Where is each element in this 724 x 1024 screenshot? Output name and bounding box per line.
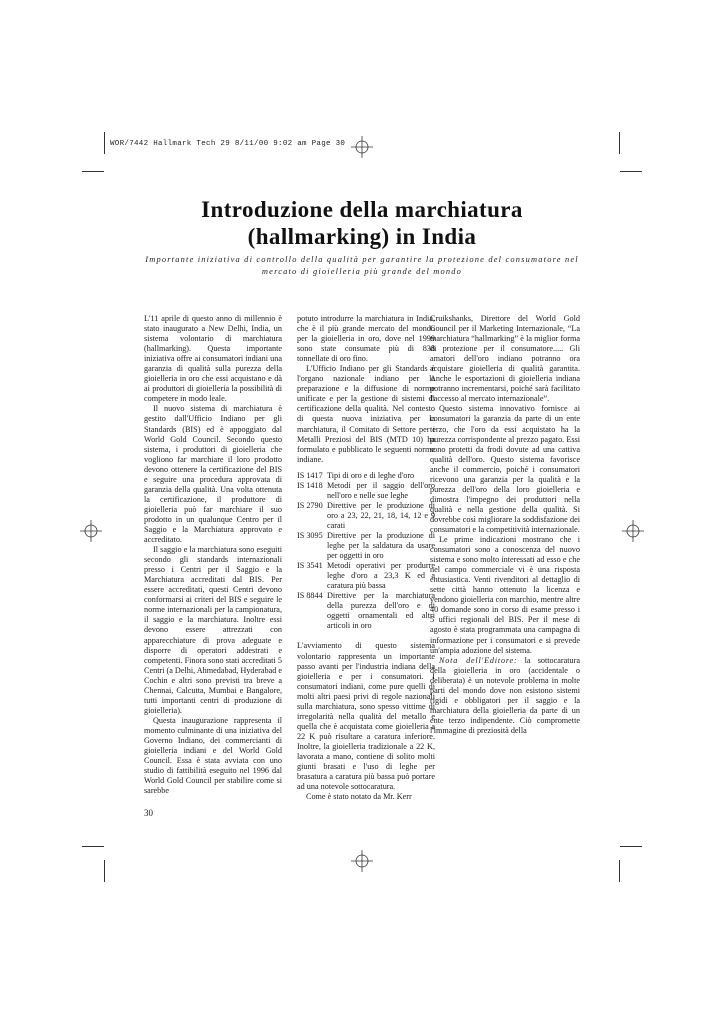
- registration-mark-left: [80, 520, 102, 542]
- crop-mark: [619, 132, 620, 154]
- paragraph: Le prime indicazioni mostrano che i consumatori sono a conoscenza del nuovo sistema e sono molto interessati ad esso e che nel campo commerciale vi è una risposta entusiastica. Venti rivenditori al dettaglio di sette città hanno ottenuto la licenza e vendono gioielleria con marchio, mentre altre 40 domande sono in corso di esame presso i 5 uffici regionali del BIS. Per il mese di agosto è stata programmata una campagna di informazione per i consumatori e si prevede un'ampia adozione del sistema.: [430, 535, 580, 655]
- registration-mark-bottom: [351, 850, 373, 872]
- paragraph: Questa inaugurazione rappresenta il momento culminante di una iniziativa del Governo Indiano, dei commercianti di gioielleria indiani e del World Gold Council. Essa è stata avviata con uno studio di fattibilità eseguito nel 1996 dal World Gold Council per stabilire come si sarebbe: [144, 715, 282, 796]
- editor-note-label: Nota dell'Editore:: [439, 655, 518, 665]
- print-slug: WOR/7442 Hallmark Tech 29 8/11/00 9:02 am Page 30: [110, 140, 346, 148]
- crop-mark: [104, 860, 105, 882]
- standards-list: [297, 471, 435, 632]
- list-item: [297, 471, 435, 481]
- editor-note: [430, 656, 580, 736]
- title-line-2: (hallmarking) in India: [247, 224, 477, 249]
- paragraph: Il nuovo sistema di marchiatura è gestito dall'Ufficio Indiano per gli Standards (BIS) ed è appoggiato dal World Gold Council. Secondo questo sistema, i produttori di gioielleria che vogliono far marchiare il loro prodotto devono ottenere la certificazione del BIS e seguire una procedura approvata di garanzia della qualità. Una volta ottenuta la certificazione, il produttore di gioielleria può far marchiare il suo prodotto in un qualunque Centro per il Saggio e la Marchiatura approvato e accreditato.: [144, 404, 282, 545]
- editor-note-text: la sottocaratura della gioielleria in oro (accidentale o deliberata) è un notevole problema in molte parti del mondo dove non esistono sistemi rigidi e obbligatori per il saggio e la marchiatura della gioielleria da parte di un ente terzo indipendente. Ciò compromette l'immagine di preziosità della: [430, 655, 580, 735]
- page-number: 30: [144, 808, 153, 818]
- standard-description: Metodi per il saggio dell'oro nell'oro e nelle sue leghe: [327, 480, 435, 500]
- standard-code: IS 1417: [297, 470, 323, 480]
- standard-description: Direttive per la produzione di leghe per la saldatura da usare per oggetti in oro: [327, 530, 435, 561]
- paragraph: Come è stato notato da Mr. Kerr: [306, 792, 412, 802]
- crop-mark: [82, 171, 104, 172]
- title-line-1: Introduzione della marchiatura: [201, 197, 523, 222]
- standard-description: Tipi di oro e di leghe d'oro: [327, 470, 415, 480]
- paragraph: potuto introdurre la marchiatura in India, che è il più grande mercato del mondo per la gioielleria in oro, dove nel 1999 sono state consumate più di 838 tonnellate di oro fino.: [297, 314, 435, 364]
- paragraph: L'Ufficio Indiano per gli Standards è l'organo nazionale indiano per la preparazione e la diffusione di norme unificate e per la gestione di sistemi di certificazione della qualità. Nel contesto di questa nuova iniziativa per la marchiatura, il Comitato di Settore per i Metalli Preziosi del BIS (MTD 10) ha formulato e pubblicato le seguenti norme indiane.: [297, 364, 435, 464]
- article-subtitle: Importante iniziativa di controllo della qualità per garantire la protezione del consumatore nel mercato di gioielleria più grande del mondo: [145, 255, 579, 276]
- standard-description: Direttive per le produzione di oro a 23, 22, 21, 18, 14, 12 e 9 carati: [327, 500, 435, 530]
- crop-mark: [620, 171, 642, 172]
- list-item: [297, 561, 435, 591]
- article-title: [100, 196, 624, 250]
- standard-code: IS 3541: [297, 561, 323, 571]
- standard-code: IS 2790: [297, 500, 323, 510]
- crop-mark: [82, 846, 104, 847]
- list-item: [297, 501, 435, 531]
- crop-mark: [104, 132, 105, 154]
- standard-code: IS 1418: [297, 480, 323, 490]
- standard-code: IS 8844: [297, 591, 323, 601]
- crop-mark: [619, 860, 620, 882]
- paragraph: Cruikshanks, Direttore del World Gold Council per il Marketing Internazionale, “La marchiatura “hallmarking” è la miglior forma di protezione per il consumatore..... Gli amatori dell'oro indiano potranno ora acquistare gioielleria di qualità garantita. Anche le esportazioni di gioielleria indiana potranno incrementarsi, poiché sarà facilitato l'accesso al mercato internazionale”.: [430, 314, 580, 404]
- paragraph: Questo sistema innovativo fornisce ai consumatori la garanzia da parte di un ente terzo, che l'oro da essi acquistato ha la purezza corrispondente al prezzo pagato. Essi sono protetti da frodi dovute ad una cattiva qualità dell'oro. Questo sistema favorisce anche il commercio, poiché i consumatori ricevono una garanzia per la qualità e la purezza dell'oro della loro gioielleria e dimostra l'impegno dei produttori nella qualità e nella gestione della qualità. Si dovrebbe così migliorare la soddisfazione dei consumatori e la competitività internazionale.: [430, 404, 580, 534]
- paragraph: L'avviamento di questo sistema volontario rappresenta un importante passo avanti per l'industria indiana della gioielleria e per i consumatori. I consumatori indiani, come pure quelli di molti altri paesi privi di regole nazionali sulla marchiatura, sono spesso vittime di irregolarità nella qualità del metallo e quella che è acquistata come gioielleria a 22 K può risultare a caratura inferiore. Inoltre, la gioielleria tradizionale a 22 K, lavorata a mano, contiene di solito molti giunti brasati e l'uso di leghe per brasatura a caratura più bassa può portare ad una notevole sottocaratura.: [297, 641, 435, 792]
- list-item: [297, 531, 435, 561]
- list-item: [297, 591, 435, 631]
- standard-description: Direttive per la marchiatura della purezza dell'oro e di oggetti ornamentali ed altri articoli in oro: [327, 591, 435, 631]
- list-item: [297, 481, 435, 501]
- crop-mark: [620, 846, 642, 847]
- paragraph: Il saggio e la marchiatura sono eseguiti secondo gli standards internazionali presso i Centri per il Saggio e la Marchiatura accreditati dal BIS. Per essere accreditati, questi Centri devono conformarsi ai criteri del BIS e seguire le norme internazionali per la campionatura, il saggio e la marchiatura. Inoltre essi devono essere attrezzati con apparecchiature di prova adeguate e disporre di operatori addestrati e competenti. Finora sono stati accreditati 5 Centri (a Delhi, Ahmedabad, Hyderabad e Cochin e altri sono previsti tra breve a Chennai, Calcutta, Mumbai e Bangalore, tutti importanti centri di produzione di gioielleria).: [144, 545, 282, 715]
- text-column-3: [430, 314, 580, 736]
- text-column-2: [297, 314, 435, 802]
- registration-mark-top: [351, 136, 373, 158]
- standard-description: Metodi operativi per produrre leghe d'oro a 23,3 K ed a caratura più bassa: [327, 561, 435, 591]
- paragraph: L'11 aprile di questo anno di millennio è stato inaugurato a New Delhi, India, un sistema volontario di marchiatura (hallmarking). Questa importante iniziativa offre ai consumatori indiani una garanzia di qualità sulla purezza della gioielleria in oro che essi acquistano e dà ai produttori di gioielleria la possibilità di competere in modo leale.: [144, 314, 282, 404]
- registration-mark-right: [622, 520, 644, 542]
- text-column-1: [144, 314, 282, 796]
- standard-code: IS 3095: [297, 530, 323, 540]
